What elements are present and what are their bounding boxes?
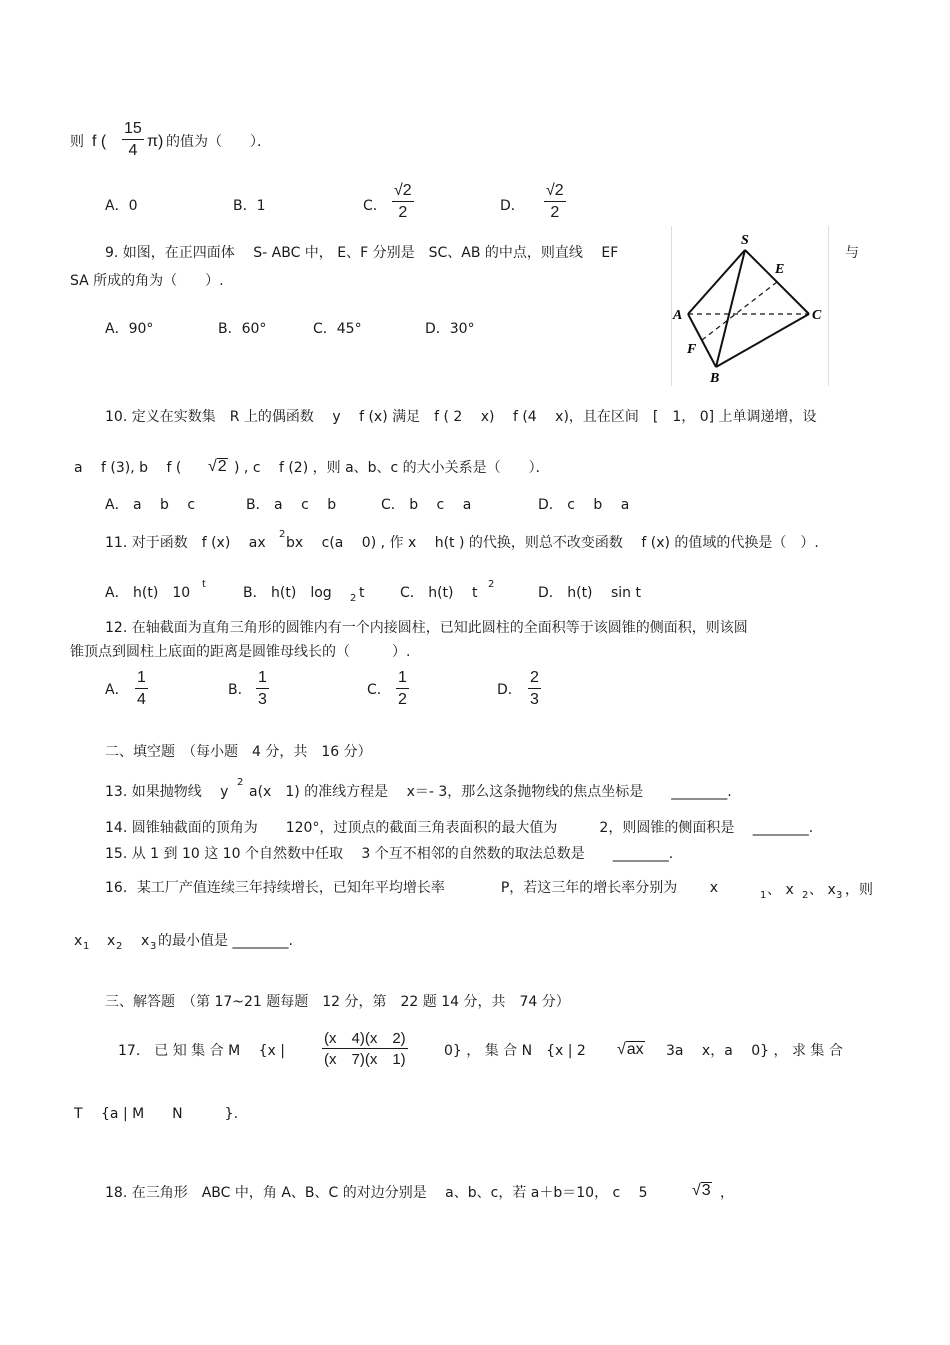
q11-option-a: A． h(t) 10 (105, 585, 191, 601)
q11-option-d: D． h(t) sin t (538, 585, 641, 601)
q10-line2-b: ) , c f (2) ，则 a、b、c 的大小关系是（ ）． (234, 460, 550, 476)
q13-sup: 2 (237, 777, 244, 788)
q17-text-a: 17． 已 知 集 合 M {x | (118, 1043, 285, 1059)
q16-line1: 16．某工厂产值连续三年持续增长，已知年平均增长率 P，若这三年的增长率分别为 x (105, 880, 718, 896)
q17-fraction (322, 1031, 408, 1067)
q18-sqrt-radicand: 3 (701, 1182, 711, 1199)
q17-sqrt: √ax (617, 1041, 644, 1058)
q14-text: 14. 圆锥轴截面的顶角为 120°，过顶点的截面三角表面积的最大值为 2，则圆锥的侧面积是 ________. (105, 820, 814, 836)
q10-option-d: D． c b a (538, 497, 630, 513)
q11-option-c: C． h(t) t (400, 585, 478, 601)
q11-option-c-sup: 2 (488, 579, 495, 590)
q11-option-a-sup: t (202, 579, 206, 590)
q10-option-b: B． a c b (246, 497, 337, 513)
q8-option-d-den: 2 (550, 204, 560, 221)
tetrahedron-figure (671, 226, 829, 386)
q12-option-d-fraction (528, 670, 541, 708)
q16-line1-tail2: 、 x (809, 882, 836, 898)
q11-option-b-end: t (359, 585, 365, 601)
q8-suffix: 的值为（ ）． (166, 134, 271, 150)
q16-line2-end: 的最小值是 ________. (158, 933, 293, 949)
q8-option-d-fraction (544, 183, 566, 221)
q12-option-a-den: 4 (137, 691, 146, 708)
q11-sup-2: 2 (279, 529, 286, 540)
q17-text-b: 0} ， 集 合 N {x | 2 (444, 1043, 586, 1059)
q13-text-a: 13. 如果抛物线 y (105, 784, 229, 800)
q10-line2-a: a f (3), b f ( (74, 460, 182, 476)
q12-option-a-num: 1 (135, 670, 148, 689)
q12-line1: 12. 在轴截面为直角三角形的圆锥内有一个内接圆柱，已知此圆柱的全面积等于该圆锥的侧面积，则该圆 (105, 620, 748, 636)
q12-option-b-den: 3 (258, 691, 267, 708)
q12-option-a-fraction (135, 670, 148, 708)
q10-sqrt: √2 (208, 458, 227, 475)
q8-pi-close: π) (147, 133, 164, 150)
q12-option-b-num: 1 (256, 670, 269, 689)
label-b: B (710, 371, 720, 386)
q11-option-b-sub: 2 (350, 593, 357, 604)
q16-line2-x2: x (107, 933, 116, 949)
q9-option-d: D．30° (425, 321, 475, 337)
label-a: A (673, 308, 683, 323)
q9-option-c: C．45° (313, 321, 362, 337)
q8-f-open: f ( (92, 133, 107, 150)
section3-title: 三、解答题 （第 17~21 题每题 12 分，第 22 题 14 分，共 74 分） (105, 994, 570, 1010)
q8-option-d-label: D． (500, 198, 525, 214)
q16-sub2: 2 (802, 890, 809, 901)
q18-text-b: ， (720, 1185, 734, 1201)
q11-option-b: B． h(t) log (243, 585, 332, 601)
q17-text-c: 3a x，a 0} ， 求 集 合 (652, 1043, 843, 1059)
q9-line2: SA 所成的角为（ ）. (70, 273, 224, 289)
q16-line2-sub1: 1 (83, 941, 90, 952)
q16-line2-x1: x (74, 933, 83, 949)
q12-option-d-label: D． (497, 682, 522, 698)
q17-sqrt-radicand: ax (626, 1041, 644, 1058)
q8-option-c-label: C． (363, 198, 387, 214)
q16-sub1: 1 (760, 890, 767, 901)
q8-option-c-den: 2 (398, 204, 408, 221)
segment-ef (702, 282, 777, 340)
q12-option-c-den: 2 (398, 691, 407, 708)
q10-line1: 10. 定义在实数集 R 上的偶函数 y f (x) 满足 f ( 2 x) f (4 x)，且在区间 [ 1， 0] 上单调递增，设 (105, 409, 817, 425)
tetrahedron-svg (671, 226, 829, 386)
q18-sqrt: √3 (692, 1182, 711, 1199)
edge-bc (716, 314, 809, 367)
label-e: E (775, 262, 785, 277)
q9-line1-end: 与 (845, 245, 859, 261)
label-f: F (687, 342, 697, 357)
q12-option-c-fraction (396, 670, 409, 708)
q10-sqrt-radicand: 2 (217, 458, 227, 475)
q15-text: 15. 从 1 到 10 这 10 个自然数中任取 3 个互不相邻的自然数的取法总数是 ________. (105, 846, 674, 862)
q12-option-b-fraction (256, 670, 269, 708)
q16-line1-end: ，则 (845, 882, 873, 898)
label-s: S (741, 233, 749, 248)
q12-option-d-num: 2 (528, 670, 541, 689)
q16-line2-sub3: 3 (150, 941, 157, 952)
q16-line1-tail: 、 x (767, 882, 794, 898)
q8-prefix: 则 (70, 134, 84, 150)
q17-frac-num: (x 4)(x 2) (324, 1030, 406, 1047)
edge-ab (688, 314, 716, 367)
q8-frac-den: 4 (128, 142, 138, 159)
q9-line1: 9. 如图，在正四面体 S- ABC 中， E、F 分别是 SC、AB 的中点，则直线 EF (105, 245, 619, 261)
q17-frac-den: (x 7)(x 1) (324, 1051, 406, 1068)
label-c: C (812, 308, 822, 323)
section2-title: 二、填空题 （每小题 4 分，共 16 分） (105, 744, 372, 760)
q16-line2-sub2: 2 (116, 941, 123, 952)
q9-option-b: B．60° (218, 321, 267, 337)
q12-option-d-den: 3 (530, 691, 539, 708)
q12-option-c-label: C． (367, 682, 391, 698)
q18-text-a: 18. 在三角形 ABC 中，角 A、B、C 的对边分别是 a、b、c，若 a＋b＝10， c 5 (105, 1185, 648, 1201)
q12-option-b-label: B． (228, 682, 252, 698)
q8-option-a: A．0 (105, 198, 138, 214)
q11-line-b: bx c(a 0) , 作 x h(t ) 的代换，则总不改变函数 f (x) 的值域的代换是（ ）. (286, 535, 819, 551)
q12-line2: 锥顶点到圆柱上底面的距离是圆锥母线长的（ ）. (70, 644, 411, 660)
q16-sub3: 3 (836, 890, 843, 901)
q12-option-c-num: 1 (396, 670, 409, 689)
q8-frac-num: 15 (122, 121, 144, 140)
q8-option-d-num: √2 (544, 183, 566, 202)
q11-line-a: 11. 对于函数 f (x) ax (105, 535, 266, 551)
q17-line2: T {a | M N }. (74, 1106, 239, 1122)
q12-option-a-label: A． (105, 682, 129, 698)
q13-text-b: a(x 1) 的准线方程是 x＝- 3，那么这条抛物线的焦点坐标是 ________. (249, 784, 732, 800)
q8-option-b: B．1 (233, 198, 266, 214)
q10-option-a: A． a b c (105, 497, 196, 513)
q8-fraction (122, 121, 144, 159)
q8-option-c-fraction (392, 183, 414, 221)
q8-option-c-num: √2 (392, 183, 414, 202)
q10-option-c: C． b c a (381, 497, 472, 513)
q16-line2-x3: x (141, 933, 150, 949)
q9-option-a: A．90° (105, 321, 154, 337)
